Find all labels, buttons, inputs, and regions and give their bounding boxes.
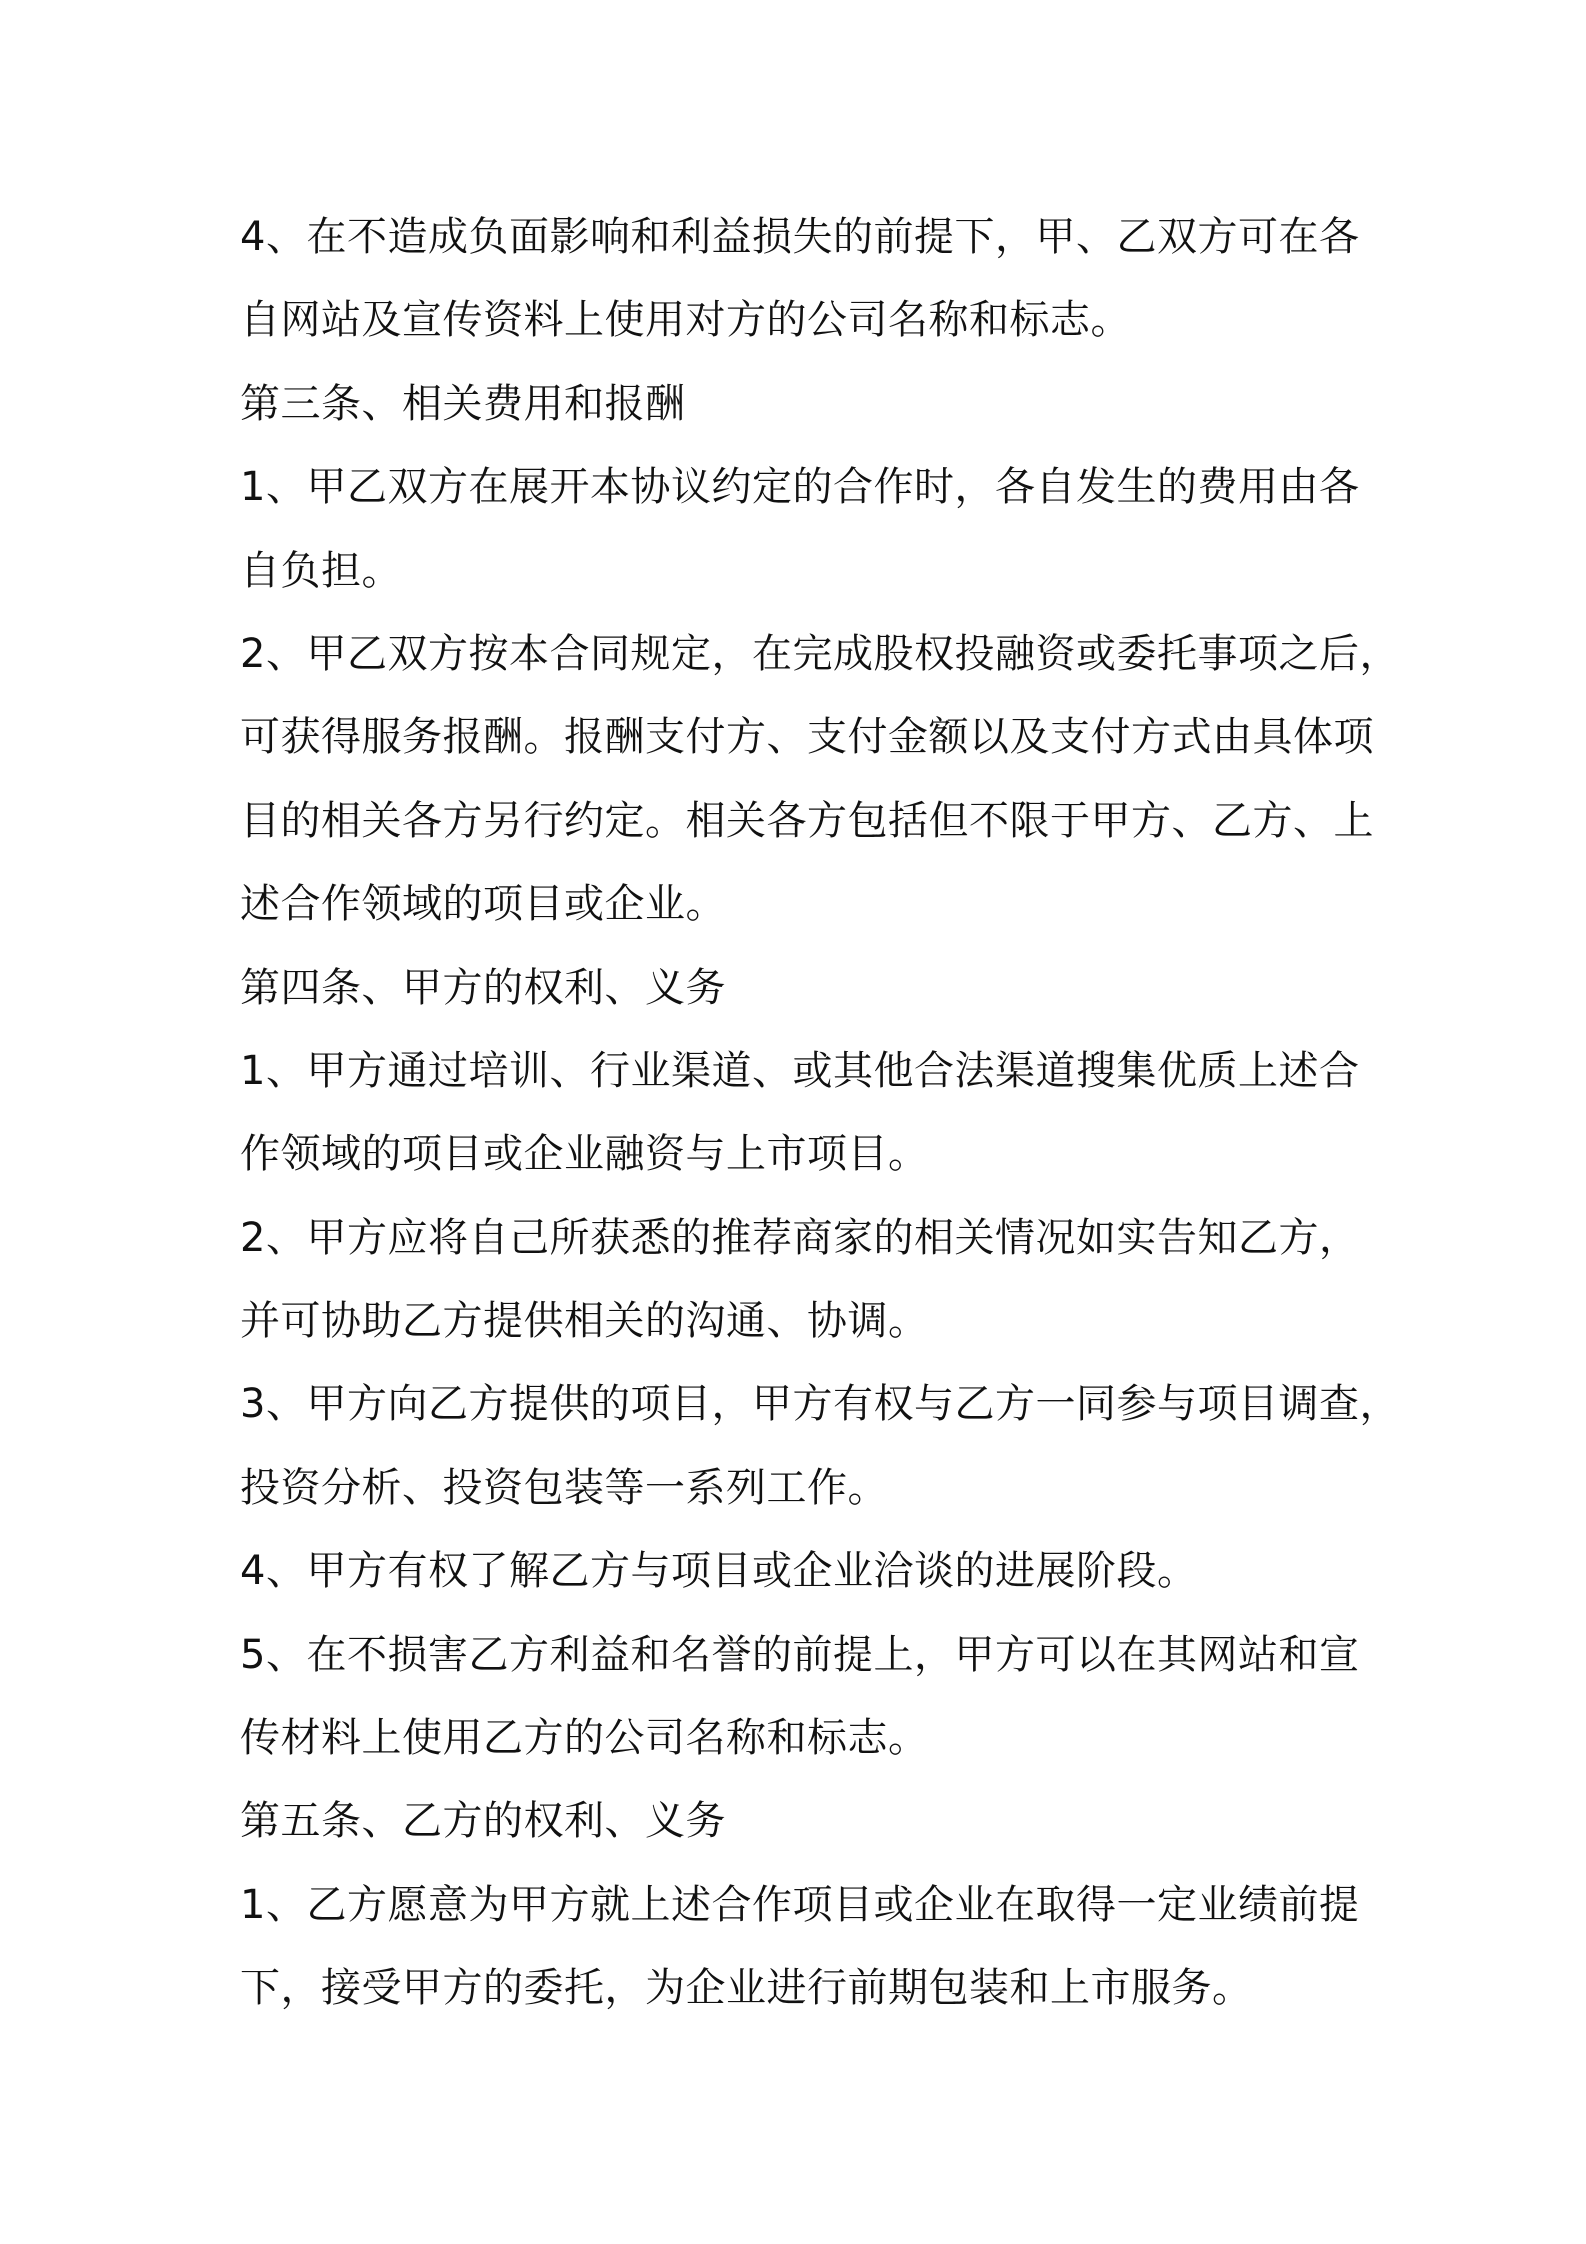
text-line: 可获得服务报酬。报酬支付方、支付金额以及支付方式由具体项 [240, 714, 1374, 761]
text-line: 作领域的项目或企业融资与上市项目。 [240, 1131, 929, 1178]
text-line: 5、在不损害乙方利益和名誉的前提上，甲方可以在其网站和宣 [240, 1631, 1360, 1678]
text-line: 4、在不造成负面影响和利益损失的前提下，甲、乙双方可在各 [240, 214, 1360, 260]
text-line: 传材料上使用乙方的公司名称和标志。 [240, 1715, 929, 1762]
text-line: 1、乙方愿意为甲方就上述合作项目或企业在取得一定业绩前提 [240, 1881, 1360, 1928]
text-line: 3、甲方向乙方提供的项目，甲方有权与乙方一同参与项目调查， [240, 1381, 1400, 1428]
section-heading: 第五条、乙方的权利、义务 [240, 1798, 726, 1845]
document-body [240, 196, 1400, 2031]
section-heading: 第三条、相关费用和报酬 [240, 380, 686, 427]
text-line: 并可协助乙方提供相关的沟通、协调。 [240, 1298, 929, 1345]
text-line: 述合作领域的项目或企业。 [240, 881, 726, 928]
text-line: 1、甲乙双方在展开本协议约定的合作时，各自发生的费用由各 [240, 464, 1360, 511]
text-line: 1、甲方通过培训、行业渠道、或其他合法渠道搜集优质上述合 [240, 1047, 1360, 1094]
text-line: 2、甲乙双方按本合同规定，在完成股权投融资或委托事项之后， [240, 630, 1400, 677]
text-line: 自负担。 [240, 547, 402, 594]
text-line: 目的相关各方另行约定。相关各方包括但不限于甲方、乙方、上 [240, 797, 1374, 844]
text-line: 4、甲方有权了解乙方与项目或企业洽谈的进展阶段。 [240, 1548, 1198, 1595]
text-line: 下，接受甲方的委托，为企业进行前期包装和上市服务。 [240, 1965, 1253, 2012]
section-heading: 第四条、甲方的权利、义务 [240, 964, 726, 1011]
text-line: 投资分析、投资包装等一系列工作。 [240, 1464, 888, 1511]
text-line: 自网站及宣传资料上使用对方的公司名称和标志。 [240, 297, 1131, 344]
text-line: 2、甲方应将自己所获悉的推荐商家的相关情况如实告知乙方， [240, 1214, 1360, 1261]
